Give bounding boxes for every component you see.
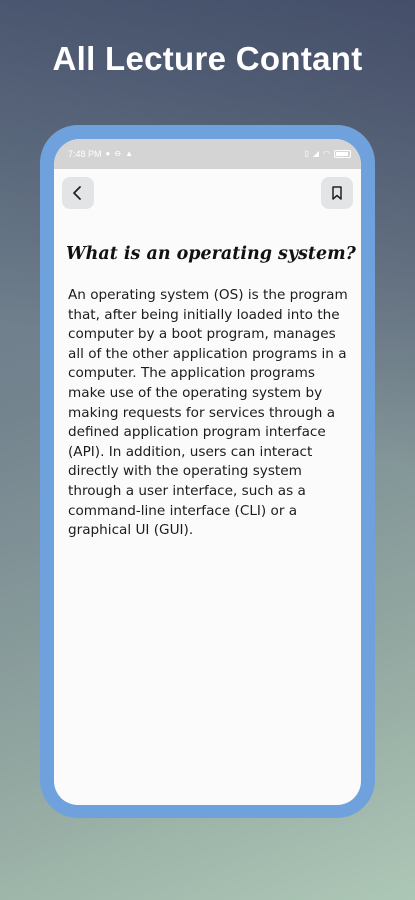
banner-headline: All Lecture Contant (52, 40, 363, 77)
vibrate-icon: ▯ (304, 149, 309, 158)
status-bar-right (304, 150, 351, 158)
signal-icon: ◢ (312, 149, 320, 158)
status-bar-left (68, 149, 133, 159)
status-time: 7:48 PM (68, 149, 102, 159)
bookmark-button[interactable] (321, 177, 353, 209)
back-button[interactable] (62, 177, 94, 209)
sync-icon: ⊖ (114, 149, 122, 158)
article-body: An operating system (OS) is the program that, after being initially loaded into the computer by a boot program, manages all of the other application programs in a computer. The application programs make use of the operating system by making requests for services through a defined application program interface (API). In addition, users can interact directly with the operating system through a user interface, such as a command-line interface (CLI) or a graphical UI (GUI). (68, 287, 348, 539)
phone-screen (54, 139, 361, 805)
phone-frame (40, 125, 375, 818)
wifi-icon: ◠ (323, 149, 330, 158)
person-icon: ▲ (125, 149, 133, 158)
article-title: What is an operating system? (66, 244, 356, 264)
bookmark-icon (330, 185, 344, 201)
battery-icon (334, 150, 351, 158)
status-bar (54, 139, 361, 169)
chevron-left-icon (71, 185, 85, 201)
message-icon: ● (105, 149, 111, 158)
